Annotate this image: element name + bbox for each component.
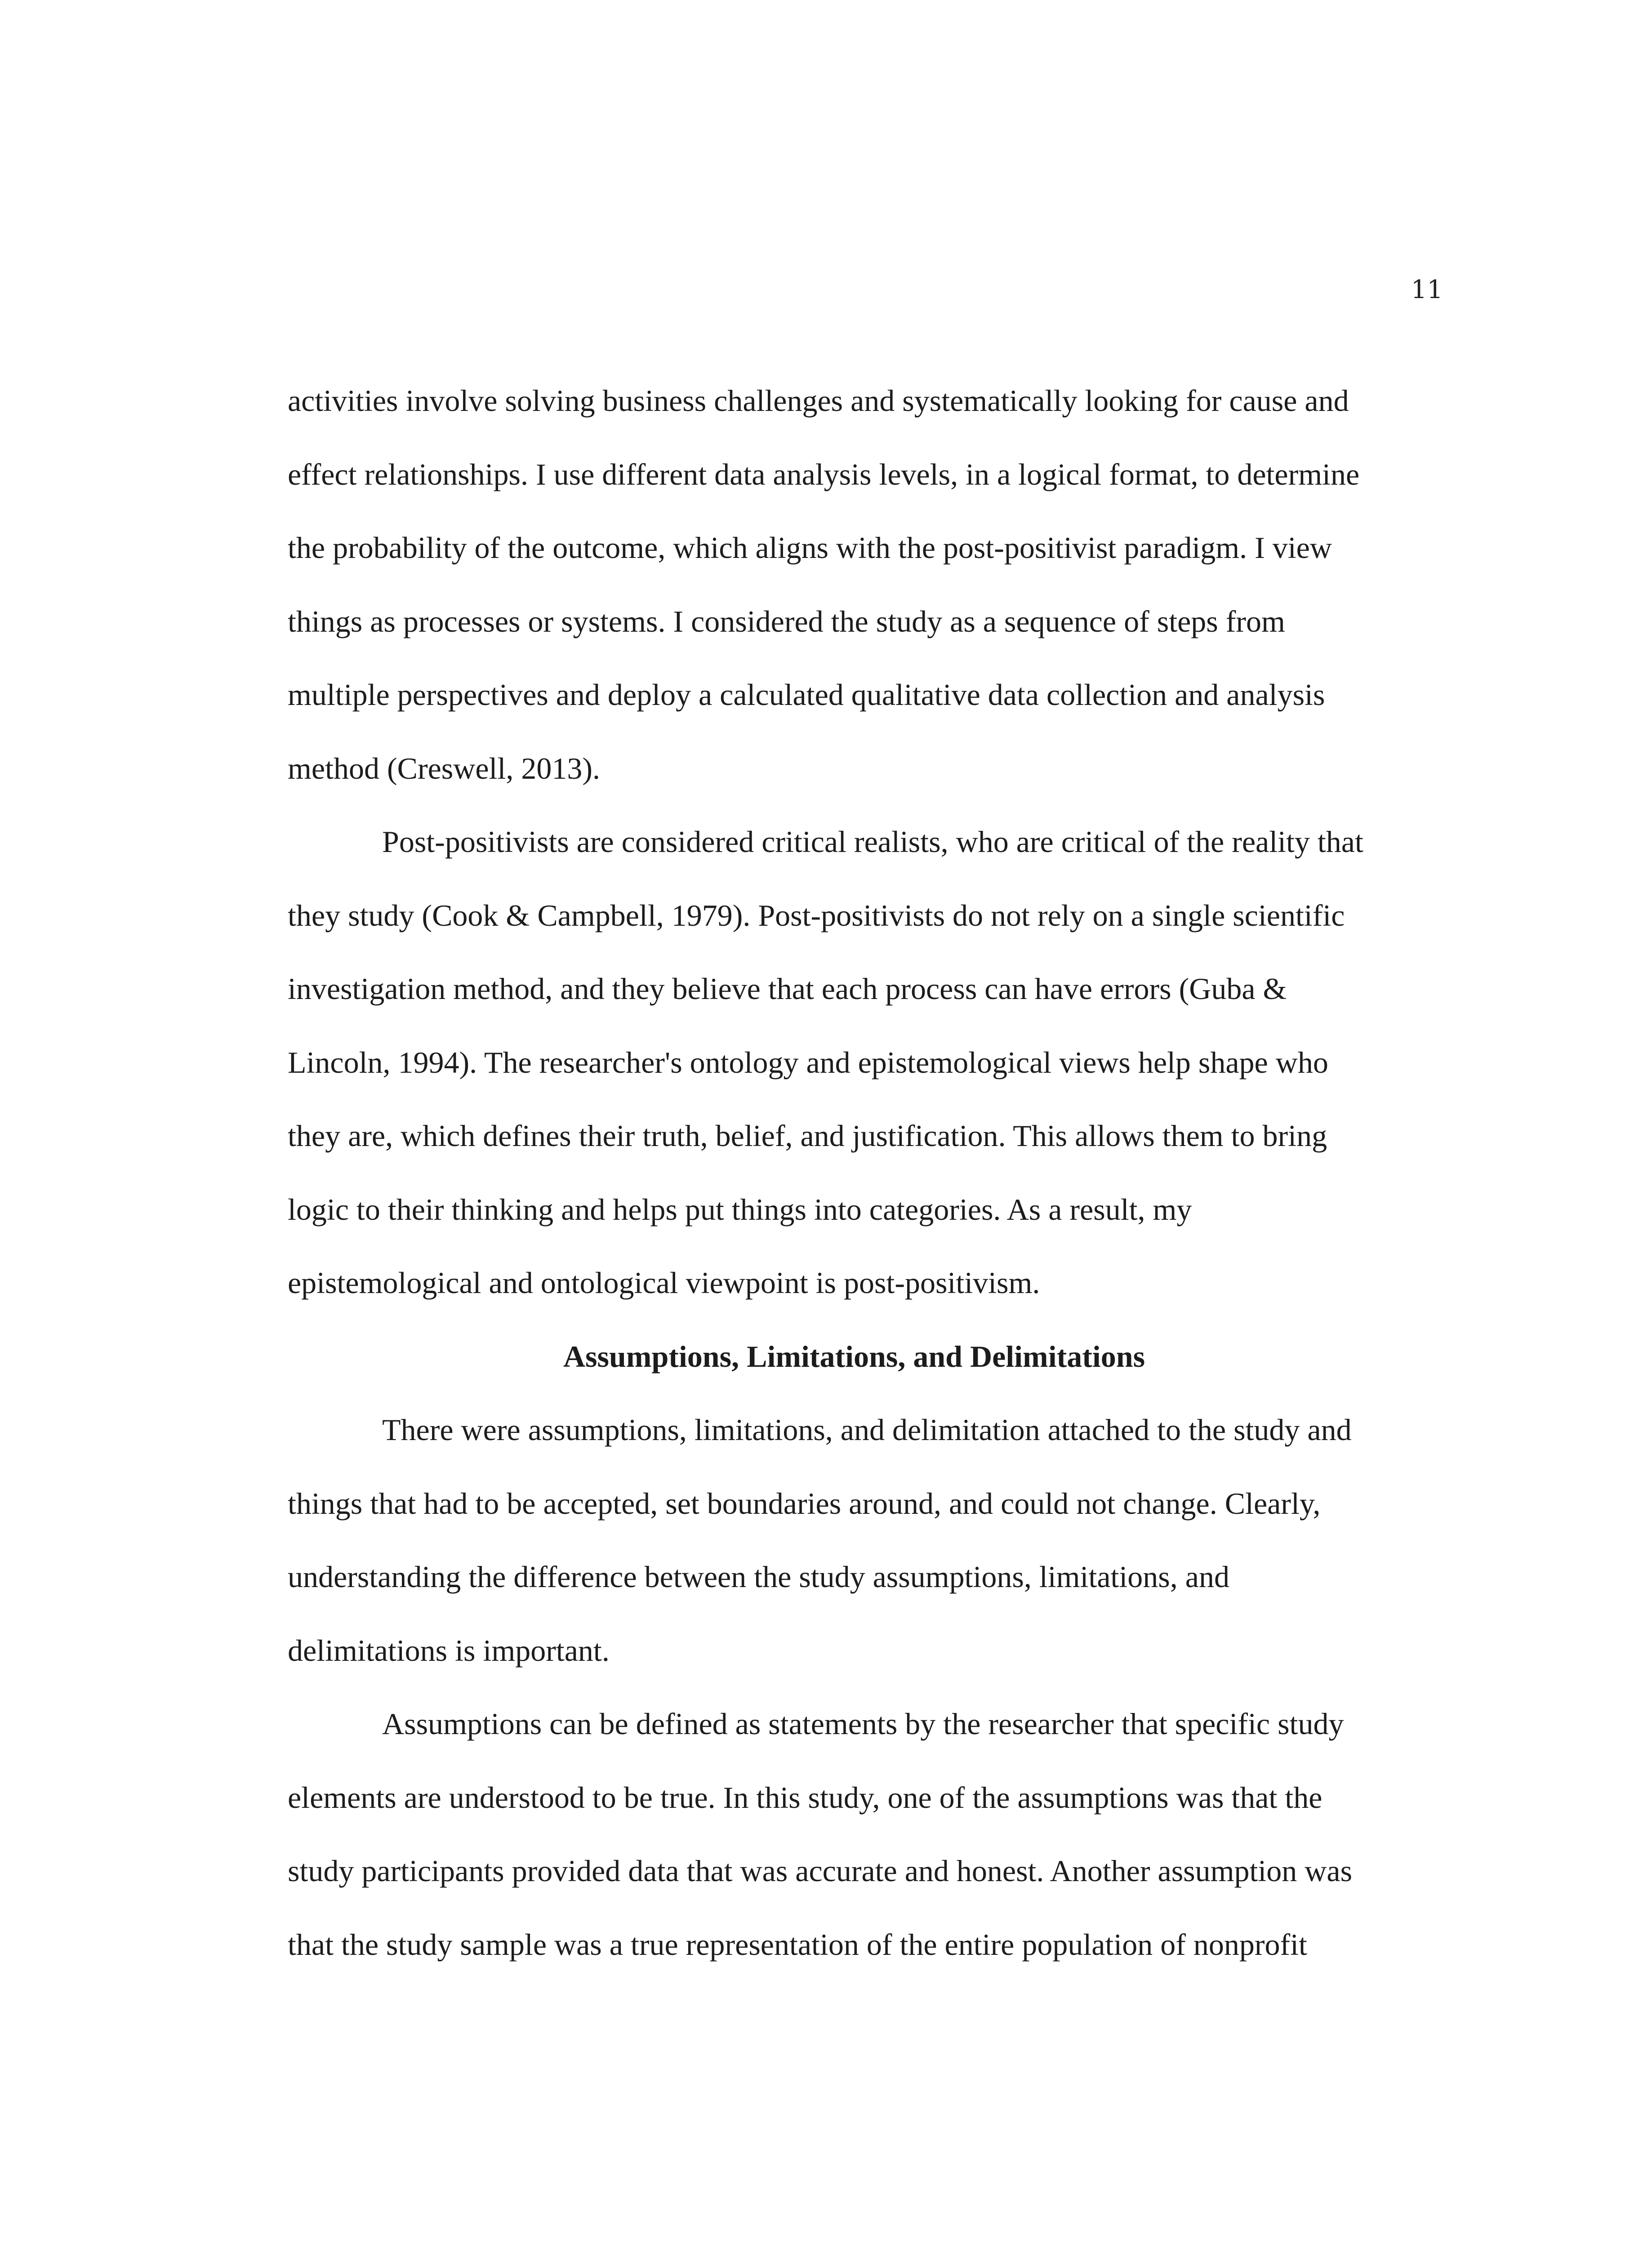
text-line: the probability of the outcome, which aligns with the post-positivist paradigm. I view — [288, 531, 1332, 565]
paragraph-continuation — [288, 364, 1420, 805]
text-line: elements are understood to be true. In this study, one of the assumptions was that the — [288, 1780, 1322, 1815]
text-line: things as processes or systems. I considered the study as a sequence of steps from — [288, 604, 1285, 638]
text-line: study participants provided data that was accurate and honest. Another assumption was — [288, 1854, 1353, 1888]
text-line: There were assumptions, limitations, and delimitation attached to the study and — [382, 1413, 1352, 1447]
text-line: logic to their thinking and helps put things into categories. As a result, my — [288, 1192, 1192, 1227]
text-line: Lincoln, 1994). The researcher's ontology and epistemological views help shape who — [288, 1045, 1328, 1079]
section-heading: Assumptions, Limitations, and Delimitations — [563, 1339, 1145, 1374]
text-line: effect relationships. I use different data analysis levels, in a logical format, to determine — [288, 457, 1360, 491]
text-line: things that had to be accepted, set boundaries around, and could not change. Clearly, — [288, 1486, 1321, 1521]
text-line: they study (Cook & Campbell, 1979). Post-positivists do not rely on a single scientific — [288, 898, 1345, 932]
body-text — [288, 364, 1420, 1981]
text-line: method (Creswell, 2013). — [288, 751, 600, 785]
text-line: delimitations is important. — [288, 1633, 610, 1668]
paragraph-assumptions-intro — [288, 1393, 1420, 1687]
text-line: they are, which defines their truth, belief, and justification. This allows them to bring — [288, 1119, 1327, 1153]
text-line: investigation method, and they believe that each process can have errors (Guba & — [288, 972, 1287, 1006]
text-line: that the study sample was a true representation of the entire population of nonprofit — [288, 1927, 1307, 1962]
text-line: understanding the difference between the study assumptions, limitations, and — [288, 1560, 1229, 1594]
paragraph-assumptions-definition — [288, 1687, 1420, 1981]
text-line: Assumptions can be defined as statements by the researcher that specific study — [382, 1707, 1344, 1741]
paragraph-post-positivists — [288, 805, 1420, 1320]
page-number: 11 — [1411, 275, 1443, 304]
text-line: epistemological and ontological viewpoint is post-positivism. — [288, 1266, 1040, 1300]
text-line: activities involve solving business challenges and systematically looking for cause and — [288, 384, 1349, 418]
text-line: multiple perspectives and deploy a calculated qualitative data collection and analysis — [288, 678, 1325, 712]
text-line: Post-positivists are considered critical realists, who are critical of the reality that — [382, 825, 1363, 859]
